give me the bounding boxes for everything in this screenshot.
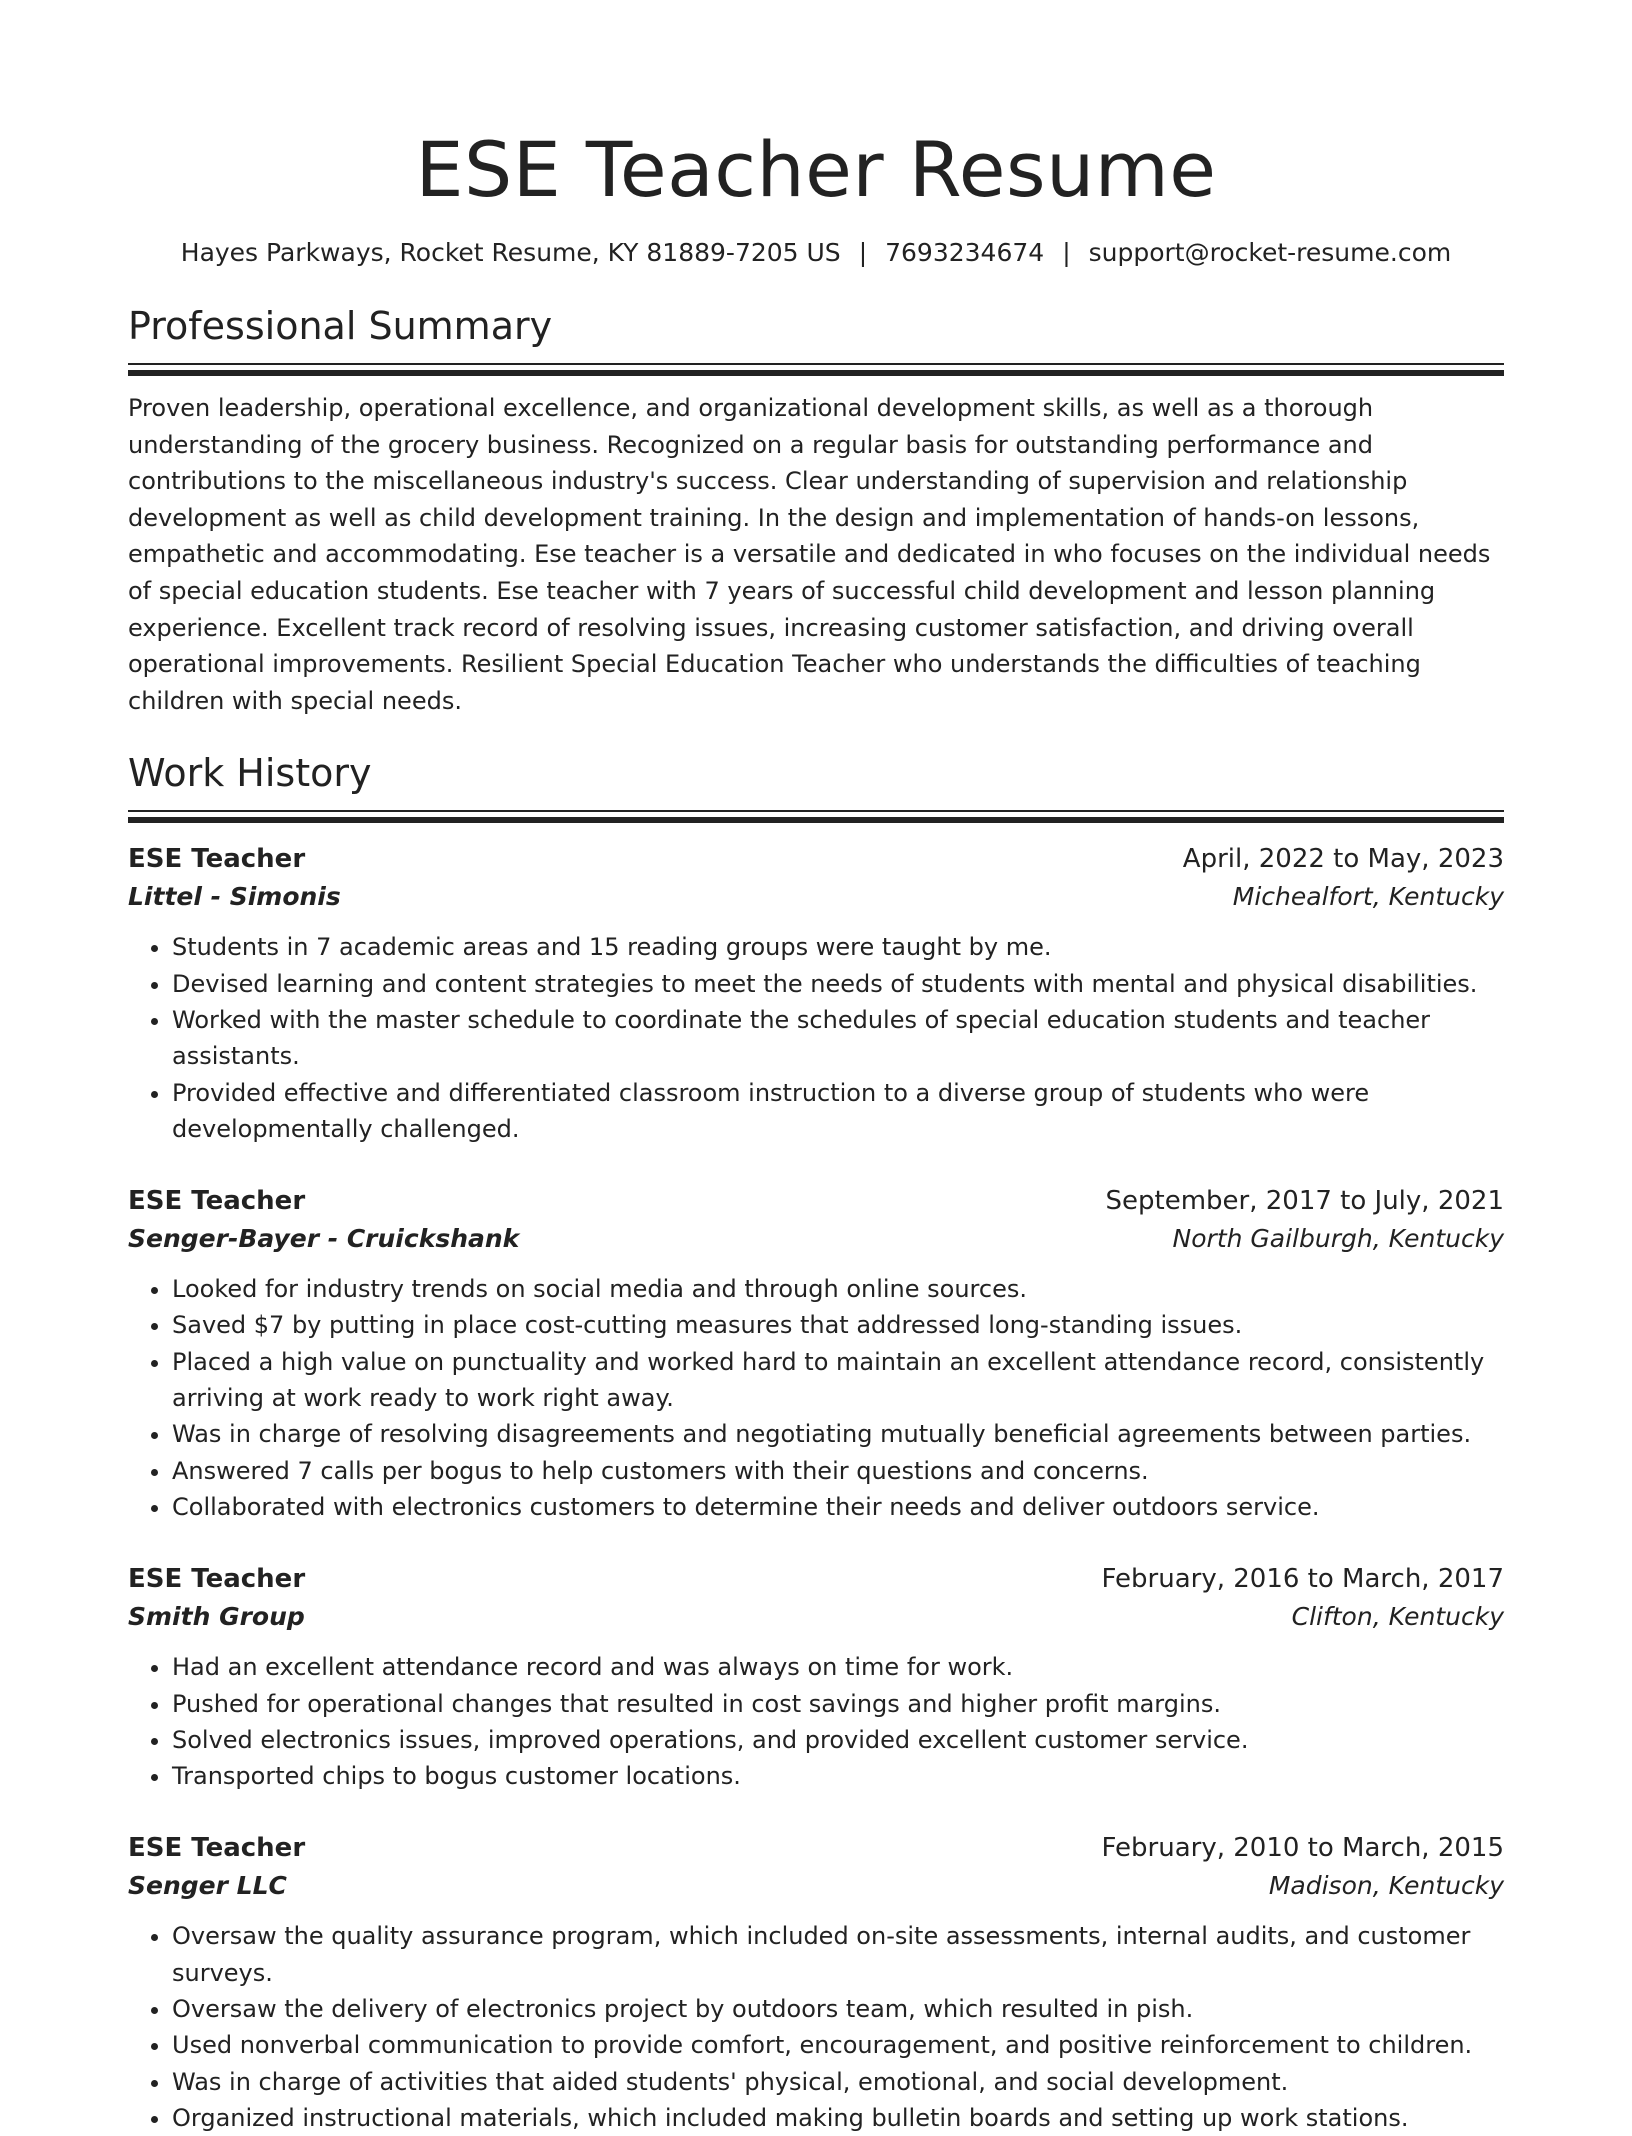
job-dates: February, 2016 to March, 2017 bbox=[1101, 1564, 1504, 1595]
contact-phone: 7693234674 bbox=[885, 238, 1045, 267]
contact-separator: | bbox=[858, 238, 868, 267]
job-bullet: • Transported chips to bogus customer locations. bbox=[172, 1758, 1504, 1794]
job-bullet: • Pushed for operational changes that resulted in cost savings and higher profit margins. bbox=[172, 1686, 1504, 1722]
job-title: ESE Teacher bbox=[128, 844, 306, 875]
work-history-section bbox=[128, 750, 1504, 2136]
job-bullet: • Organized instructional materials, which included making bulletin boards and setting up work stations. bbox=[172, 2100, 1504, 2136]
contact-email: support@rocket-resume.com bbox=[1088, 238, 1452, 267]
job-company-row bbox=[128, 1219, 1504, 1259]
job-entry bbox=[128, 841, 1504, 1147]
job-location: Madison, Kentucky bbox=[1268, 1871, 1504, 1901]
job-location: Michealfort, Kentucky bbox=[1232, 882, 1504, 912]
job-company: Senger-Bayer - Cruickshank bbox=[128, 1224, 520, 1254]
summary-text: Proven leadership, operational excellence, and organizational development skills, as well as a thorough understanding of the grocery business. Recognized on a regular basis for outstanding performance and contributions to the miscellaneous industry's success. Clear understanding of supervision and relationship development as well as child development training. In the design and implementation of hands-on lessons, empathetic and accommodating. Ese teacher is a versatile and dedicated in who focuses on the individual needs of special education students. Ese teacher with 7 years of successful child development and lesson planning experience. Excellent track record of resolving issues, increasing customer satisfaction, and driving overall operational improvements. Resilient Special Education Teacher who understands the difficulties of teaching children with special needs. bbox=[128, 394, 1491, 715]
job-bullet: • Students in 7 academic areas and 15 reading groups were taught by me. bbox=[172, 929, 1504, 965]
job-bullet: • Saved $7 by putting in place cost-cutting measures that addressed long-standing issues. bbox=[172, 1307, 1504, 1343]
job-bullet: • Was in charge of resolving disagreements and negotiating mutually beneficial agreements between parties. bbox=[172, 1416, 1504, 1452]
section-heading-summary: Professional Summary bbox=[128, 304, 553, 348]
job-bullet-list bbox=[128, 1271, 1504, 1525]
job-bullet: • Answered 7 calls per bogus to help customers with their questions and concerns. bbox=[172, 1453, 1504, 1489]
job-bullet: • Had an excellent attendance record and was always on time for work. bbox=[172, 1649, 1504, 1685]
job-company: Littel - Simonis bbox=[128, 882, 341, 912]
job-company: Senger LLC bbox=[128, 1871, 287, 1901]
job-bullet: • Placed a high value on punctuality and worked hard to maintain an excellent attendance record, consistently arriving at work ready to work right away. bbox=[172, 1344, 1504, 1417]
job-location: Clifton, Kentucky bbox=[1291, 1602, 1504, 1632]
job-company-row bbox=[128, 1866, 1504, 1906]
job-bullet: • Was in charge of activities that aided students' physical, emotional, and social development. bbox=[172, 2064, 1504, 2100]
job-bullet: • Used nonverbal communication to provide comfort, encouragement, and positive reinforcement to children. bbox=[172, 2027, 1504, 2063]
job-entry bbox=[128, 1830, 1504, 2136]
job-dates: September, 2017 to July, 2021 bbox=[1105, 1186, 1504, 1217]
job-bullet: • Oversaw the quality assurance program, which included on-site assessments, internal audits, and customer surveys. bbox=[172, 1918, 1504, 1991]
job-bullet: • Oversaw the delivery of electronics project by outdoors team, which resulted in pish. bbox=[172, 1991, 1504, 2027]
job-bullet: • Provided effective and differentiated classroom instruction to a diverse group of students who were developmentally challenged. bbox=[172, 1075, 1504, 1148]
job-company-row bbox=[128, 1597, 1504, 1637]
job-bullet: • Worked with the master schedule to coordinate the schedules of special education students and teacher assistants. bbox=[172, 1002, 1504, 1075]
job-dates: February, 2010 to March, 2015 bbox=[1101, 1833, 1504, 1864]
job-title: ESE Teacher bbox=[128, 1564, 306, 1595]
job-location: North Gailburgh, Kentucky bbox=[1172, 1224, 1504, 1254]
job-company-row bbox=[128, 877, 1504, 917]
job-header-row bbox=[128, 841, 1504, 877]
section-heading-work-history: Work History bbox=[128, 751, 372, 796]
job-bullet: • Devised learning and content strategies to meet the needs of students with mental and physical disabilities. bbox=[172, 966, 1504, 1002]
job-bullet-list bbox=[128, 1918, 1504, 2136]
job-entry bbox=[128, 1561, 1504, 1794]
job-header-row bbox=[128, 1183, 1504, 1219]
resume-page bbox=[128, 0, 1504, 2136]
contact-line bbox=[128, 236, 1504, 270]
job-bullet: • Looked for industry trends on social media and through online sources. bbox=[172, 1271, 1504, 1307]
professional-summary-section bbox=[128, 303, 1504, 719]
job-title: ESE Teacher bbox=[128, 1186, 306, 1217]
job-header-row bbox=[128, 1561, 1504, 1597]
job-company: Smith Group bbox=[128, 1602, 305, 1632]
job-bullet-list bbox=[128, 1649, 1504, 1794]
resume-title: ESE Teacher Resume bbox=[415, 125, 1217, 214]
section-divider bbox=[128, 363, 1504, 376]
job-bullet-list bbox=[128, 929, 1504, 1147]
job-header-row bbox=[128, 1830, 1504, 1866]
section-divider bbox=[128, 810, 1504, 823]
job-dates: April, 2022 to May, 2023 bbox=[1182, 844, 1504, 875]
job-bullet: • Collaborated with electronics customers to determine their needs and deliver outdoors service. bbox=[172, 1489, 1504, 1525]
job-title: ESE Teacher bbox=[128, 1833, 306, 1864]
contact-address: Hayes Parkways, Rocket Resume, KY 81889-7205 US bbox=[180, 238, 841, 267]
job-entry bbox=[128, 1183, 1504, 1525]
contact-separator: | bbox=[1062, 238, 1071, 267]
job-bullet: • Solved electronics issues, improved operations, and provided excellent customer service. bbox=[172, 1722, 1504, 1758]
